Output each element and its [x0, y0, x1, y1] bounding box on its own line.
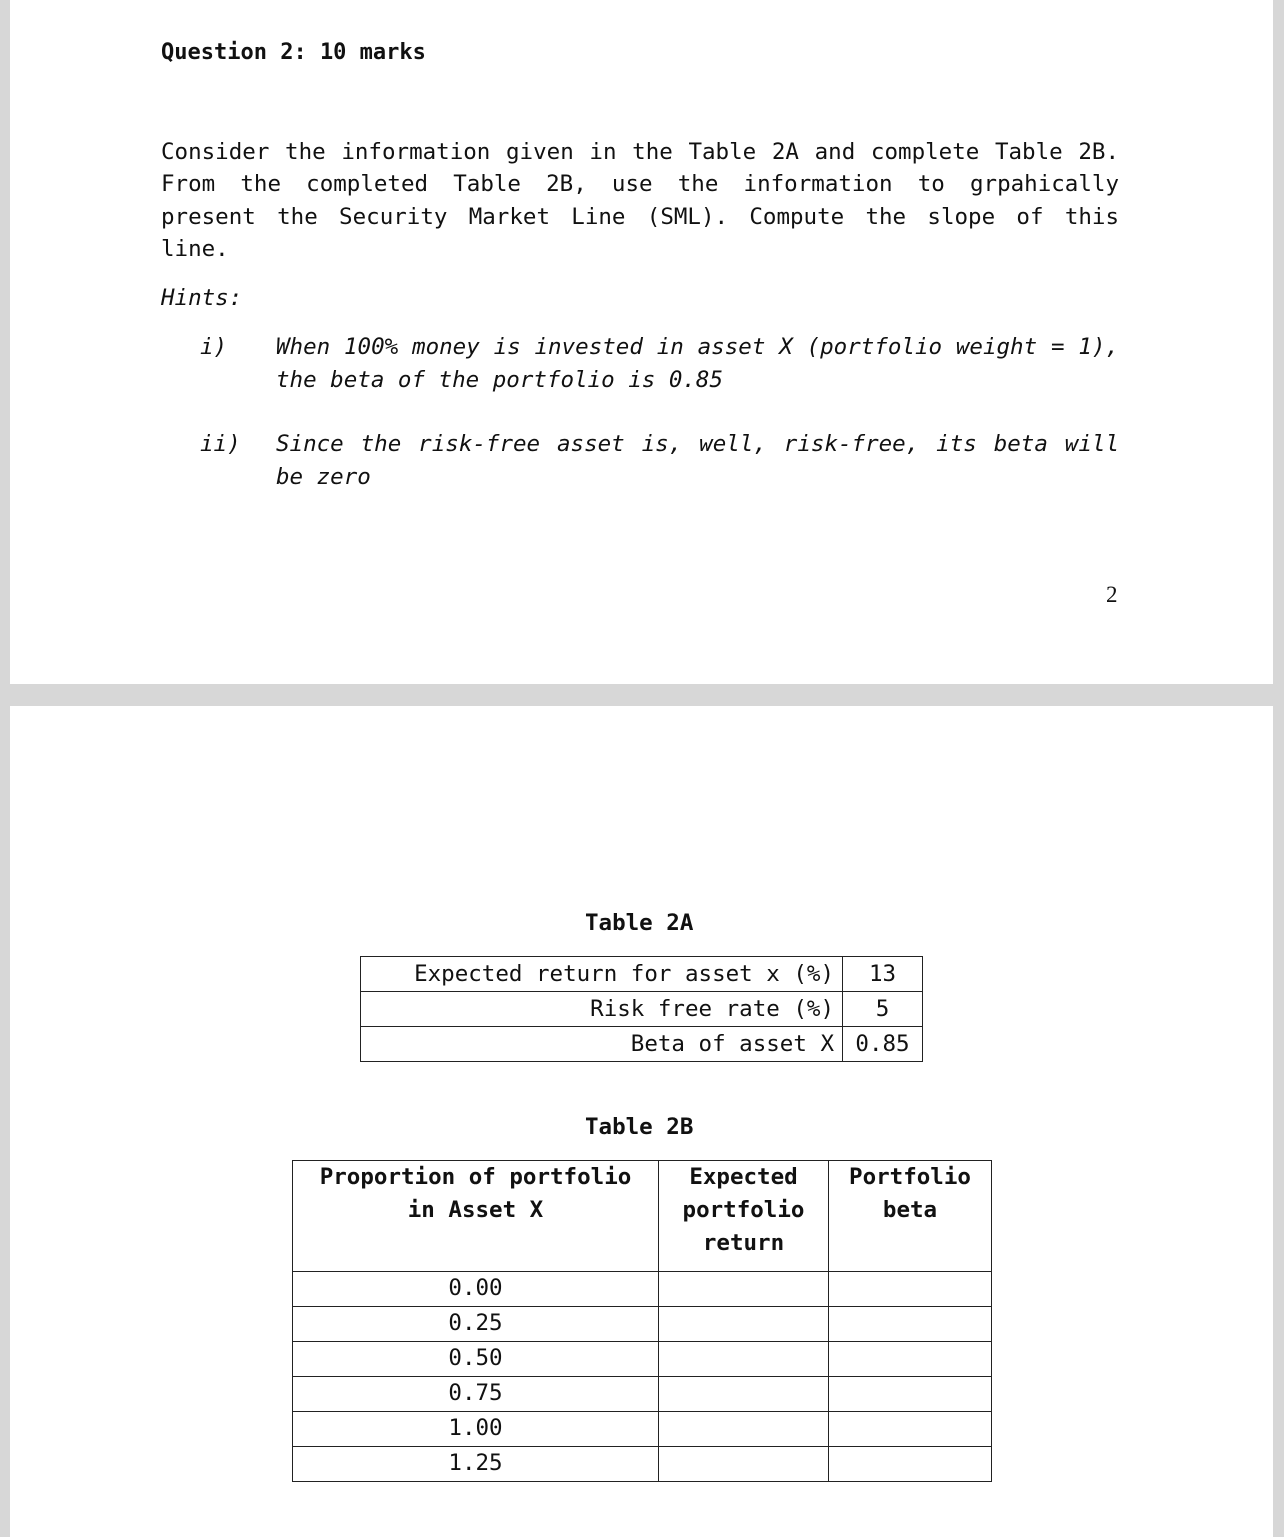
- cell-expected-return: [659, 1377, 829, 1412]
- table-cell-value: 5: [843, 992, 923, 1027]
- table-cell-label: Expected return for asset x (%): [361, 957, 843, 992]
- table-cell-value: 0.85: [843, 1027, 923, 1062]
- table-2a: [360, 956, 923, 1062]
- table-row: [293, 1377, 992, 1412]
- question-title: Question 2: 10 marks: [161, 40, 426, 65]
- table-row: [293, 1307, 992, 1342]
- cell-portfolio-beta: [829, 1377, 992, 1412]
- table-row: [361, 992, 923, 1027]
- table-row: [293, 1447, 992, 1482]
- cell-expected-return: [659, 1342, 829, 1377]
- cell-proportion: 0.00: [293, 1272, 659, 1307]
- document-page-1: [10, 0, 1273, 684]
- table-row: [361, 1027, 923, 1062]
- cell-expected-return: [659, 1447, 829, 1482]
- cell-proportion: 0.25: [293, 1307, 659, 1342]
- column-header-proportion: Proportion of portfolio in Asset X: [293, 1161, 659, 1272]
- cell-expected-return: [659, 1307, 829, 1342]
- table-2b-caption: Table 2B: [585, 1114, 694, 1140]
- cell-portfolio-beta: [829, 1412, 992, 1447]
- question-paragraph: Consider the information given in the Table 2A and complete Table 2B. From the completed Table 2B, use the information to grpahically present the Security Market Line (SML). Compute the slope of this line.: [161, 139, 1119, 262]
- table-cell-label: Risk free rate (%): [361, 992, 843, 1027]
- table-cell-label: Beta of asset X: [361, 1027, 843, 1062]
- cell-expected-return: [659, 1412, 829, 1447]
- table-row: [293, 1412, 992, 1447]
- hint-text: Since the risk-free asset is, well, risk-free, its beta will be zero: [276, 431, 1119, 490]
- cell-proportion: 1.00: [293, 1412, 659, 1447]
- cell-expected-return: [659, 1272, 829, 1307]
- table-cell-value: 13: [843, 957, 923, 992]
- table-row: [293, 1342, 992, 1377]
- cell-portfolio-beta: [829, 1342, 992, 1377]
- table-header-row: [293, 1161, 992, 1272]
- column-header-portfolio-beta: Portfolio beta: [829, 1161, 992, 1272]
- cell-proportion: 0.50: [293, 1342, 659, 1377]
- cell-portfolio-beta: [829, 1272, 992, 1307]
- table-2b: [292, 1160, 992, 1482]
- table-row: [293, 1272, 992, 1307]
- cell-proportion: 1.25: [293, 1447, 659, 1482]
- table-2a-caption: Table 2A: [585, 910, 694, 936]
- hint-number: ii): [200, 431, 241, 457]
- hints-label: Hints:: [161, 285, 243, 311]
- hint-number: i): [200, 334, 228, 360]
- document-page-2: [10, 706, 1273, 1537]
- column-header-expected-return: Expected portfolio return: [659, 1161, 829, 1272]
- cell-proportion: 0.75: [293, 1377, 659, 1412]
- cell-portfolio-beta: [829, 1307, 992, 1342]
- cell-portfolio-beta: [829, 1447, 992, 1482]
- page-number: 2: [1106, 582, 1118, 607]
- table-row: [361, 957, 923, 992]
- hint-text: When 100% money is invested in asset X (portfolio weight = 1), the beta of the portfolio is 0.85: [276, 334, 1119, 393]
